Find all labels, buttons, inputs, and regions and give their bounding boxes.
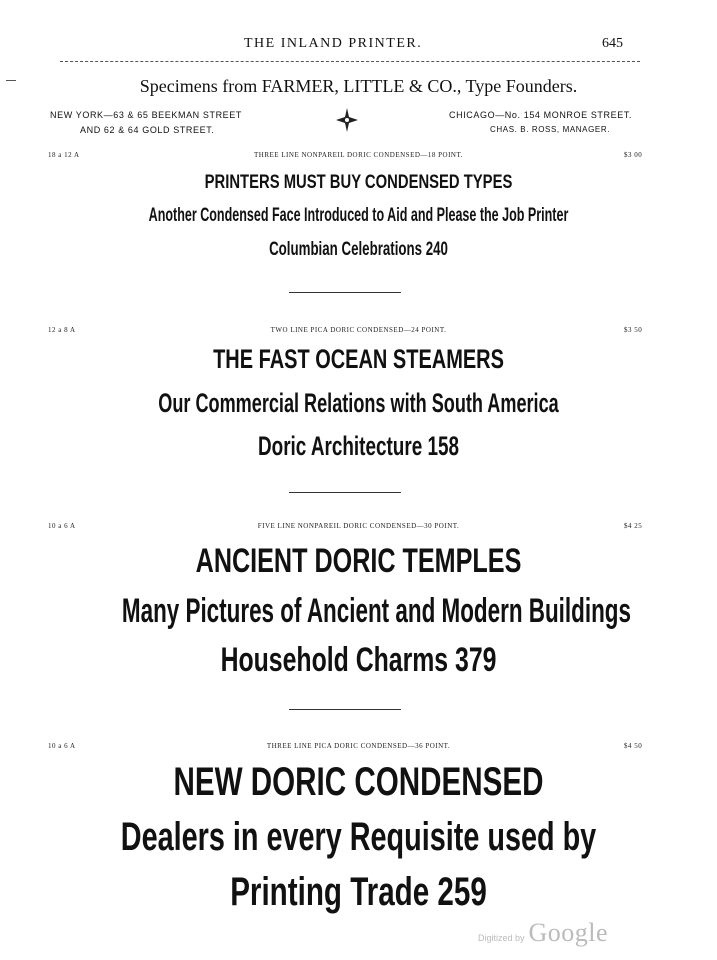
specimen-2-line-3: Doric Architecture 158 xyxy=(258,431,459,461)
specimen-4-quantity: 10 a 6 A xyxy=(48,742,76,750)
specimen-2-price: $3 50 xyxy=(624,326,643,334)
specimen-4-line-3: Printing Trade 259 xyxy=(230,870,487,914)
new-york-address-line-2: AND 62 & 64 GOLD STREET. xyxy=(80,125,215,135)
running-head xyxy=(0,36,717,56)
specimen-3-price: $4 25 xyxy=(624,522,643,530)
digitized-by-label: Digitized by xyxy=(478,933,525,943)
digitized-watermark xyxy=(478,918,608,948)
specimen-1-line-2: Another Condensed Face Introduced to Aid and Please the Job Printer xyxy=(148,205,569,226)
header-rule xyxy=(60,61,640,62)
specimen-1-separator xyxy=(289,292,401,293)
specimen-2-name: TWO LINE PICA DORIC CONDENSED—24 POINT. xyxy=(270,326,447,334)
specimen-3-line-3: Household Charms 379 xyxy=(220,641,497,679)
specimen-4-price: $4 50 xyxy=(624,742,643,750)
ornament-icon xyxy=(336,108,358,132)
specimens-heading: Specimens from FARMER, LITTLE & CO., Type Founders. xyxy=(139,76,578,96)
specimen-3-name: FIVE LINE NONPAREIL DORIC CONDENSED—30 POINT. xyxy=(257,522,460,530)
specimen-4-name: THREE LINE PICA DORIC CONDENSED—36 POINT. xyxy=(266,742,451,750)
google-logo: Google xyxy=(528,918,609,947)
specimen-3-line-2: Many Pictures of Ancient and Modern Buildings xyxy=(121,592,631,630)
specimen-1-price: $3 00 xyxy=(624,151,643,159)
page-number: 645 xyxy=(602,36,623,51)
new-york-address-line-1: NEW YORK—63 & 65 BEEKMAN STREET xyxy=(50,110,242,120)
specimen-4-line-1: NEW DORIC CONDENSED xyxy=(173,760,544,804)
specimen-2-quantity: 12 a 8 A xyxy=(48,326,76,334)
chicago-address-line-1: CHICAGO—No. 154 MONROE STREET. xyxy=(449,110,633,120)
specimen-3-quantity: 10 a 6 A xyxy=(48,522,76,530)
specimen-2-line-1: THE FAST OCEAN STEAMERS xyxy=(213,344,504,374)
specimen-1-quantity: 18 a 12 A xyxy=(48,151,80,159)
chicago-address-line-2: CHAS. B. ROSS, MANAGER. xyxy=(490,125,611,134)
journal-title: THE INLAND PRINTER. xyxy=(244,36,423,51)
specimen-2-separator xyxy=(289,492,401,493)
specimen-3-separator xyxy=(289,709,401,710)
specimen-4-line-2: Dealers in every Requisite used by xyxy=(120,815,597,859)
specimen-1-name: THREE LINE NONPAREIL DORIC CONDENSED—18 POINT. xyxy=(253,151,463,159)
specimen-2-line-2: Our Commercial Relations with South America xyxy=(158,388,559,418)
specimen-1-line-3: Columbian Celebrations 240 xyxy=(269,239,448,260)
specimen-1-line-1: PRINTERS MUST BUY CONDENSED TYPES xyxy=(204,172,513,193)
specimen-3-line-1: ANCIENT DORIC TEMPLES xyxy=(195,542,522,580)
